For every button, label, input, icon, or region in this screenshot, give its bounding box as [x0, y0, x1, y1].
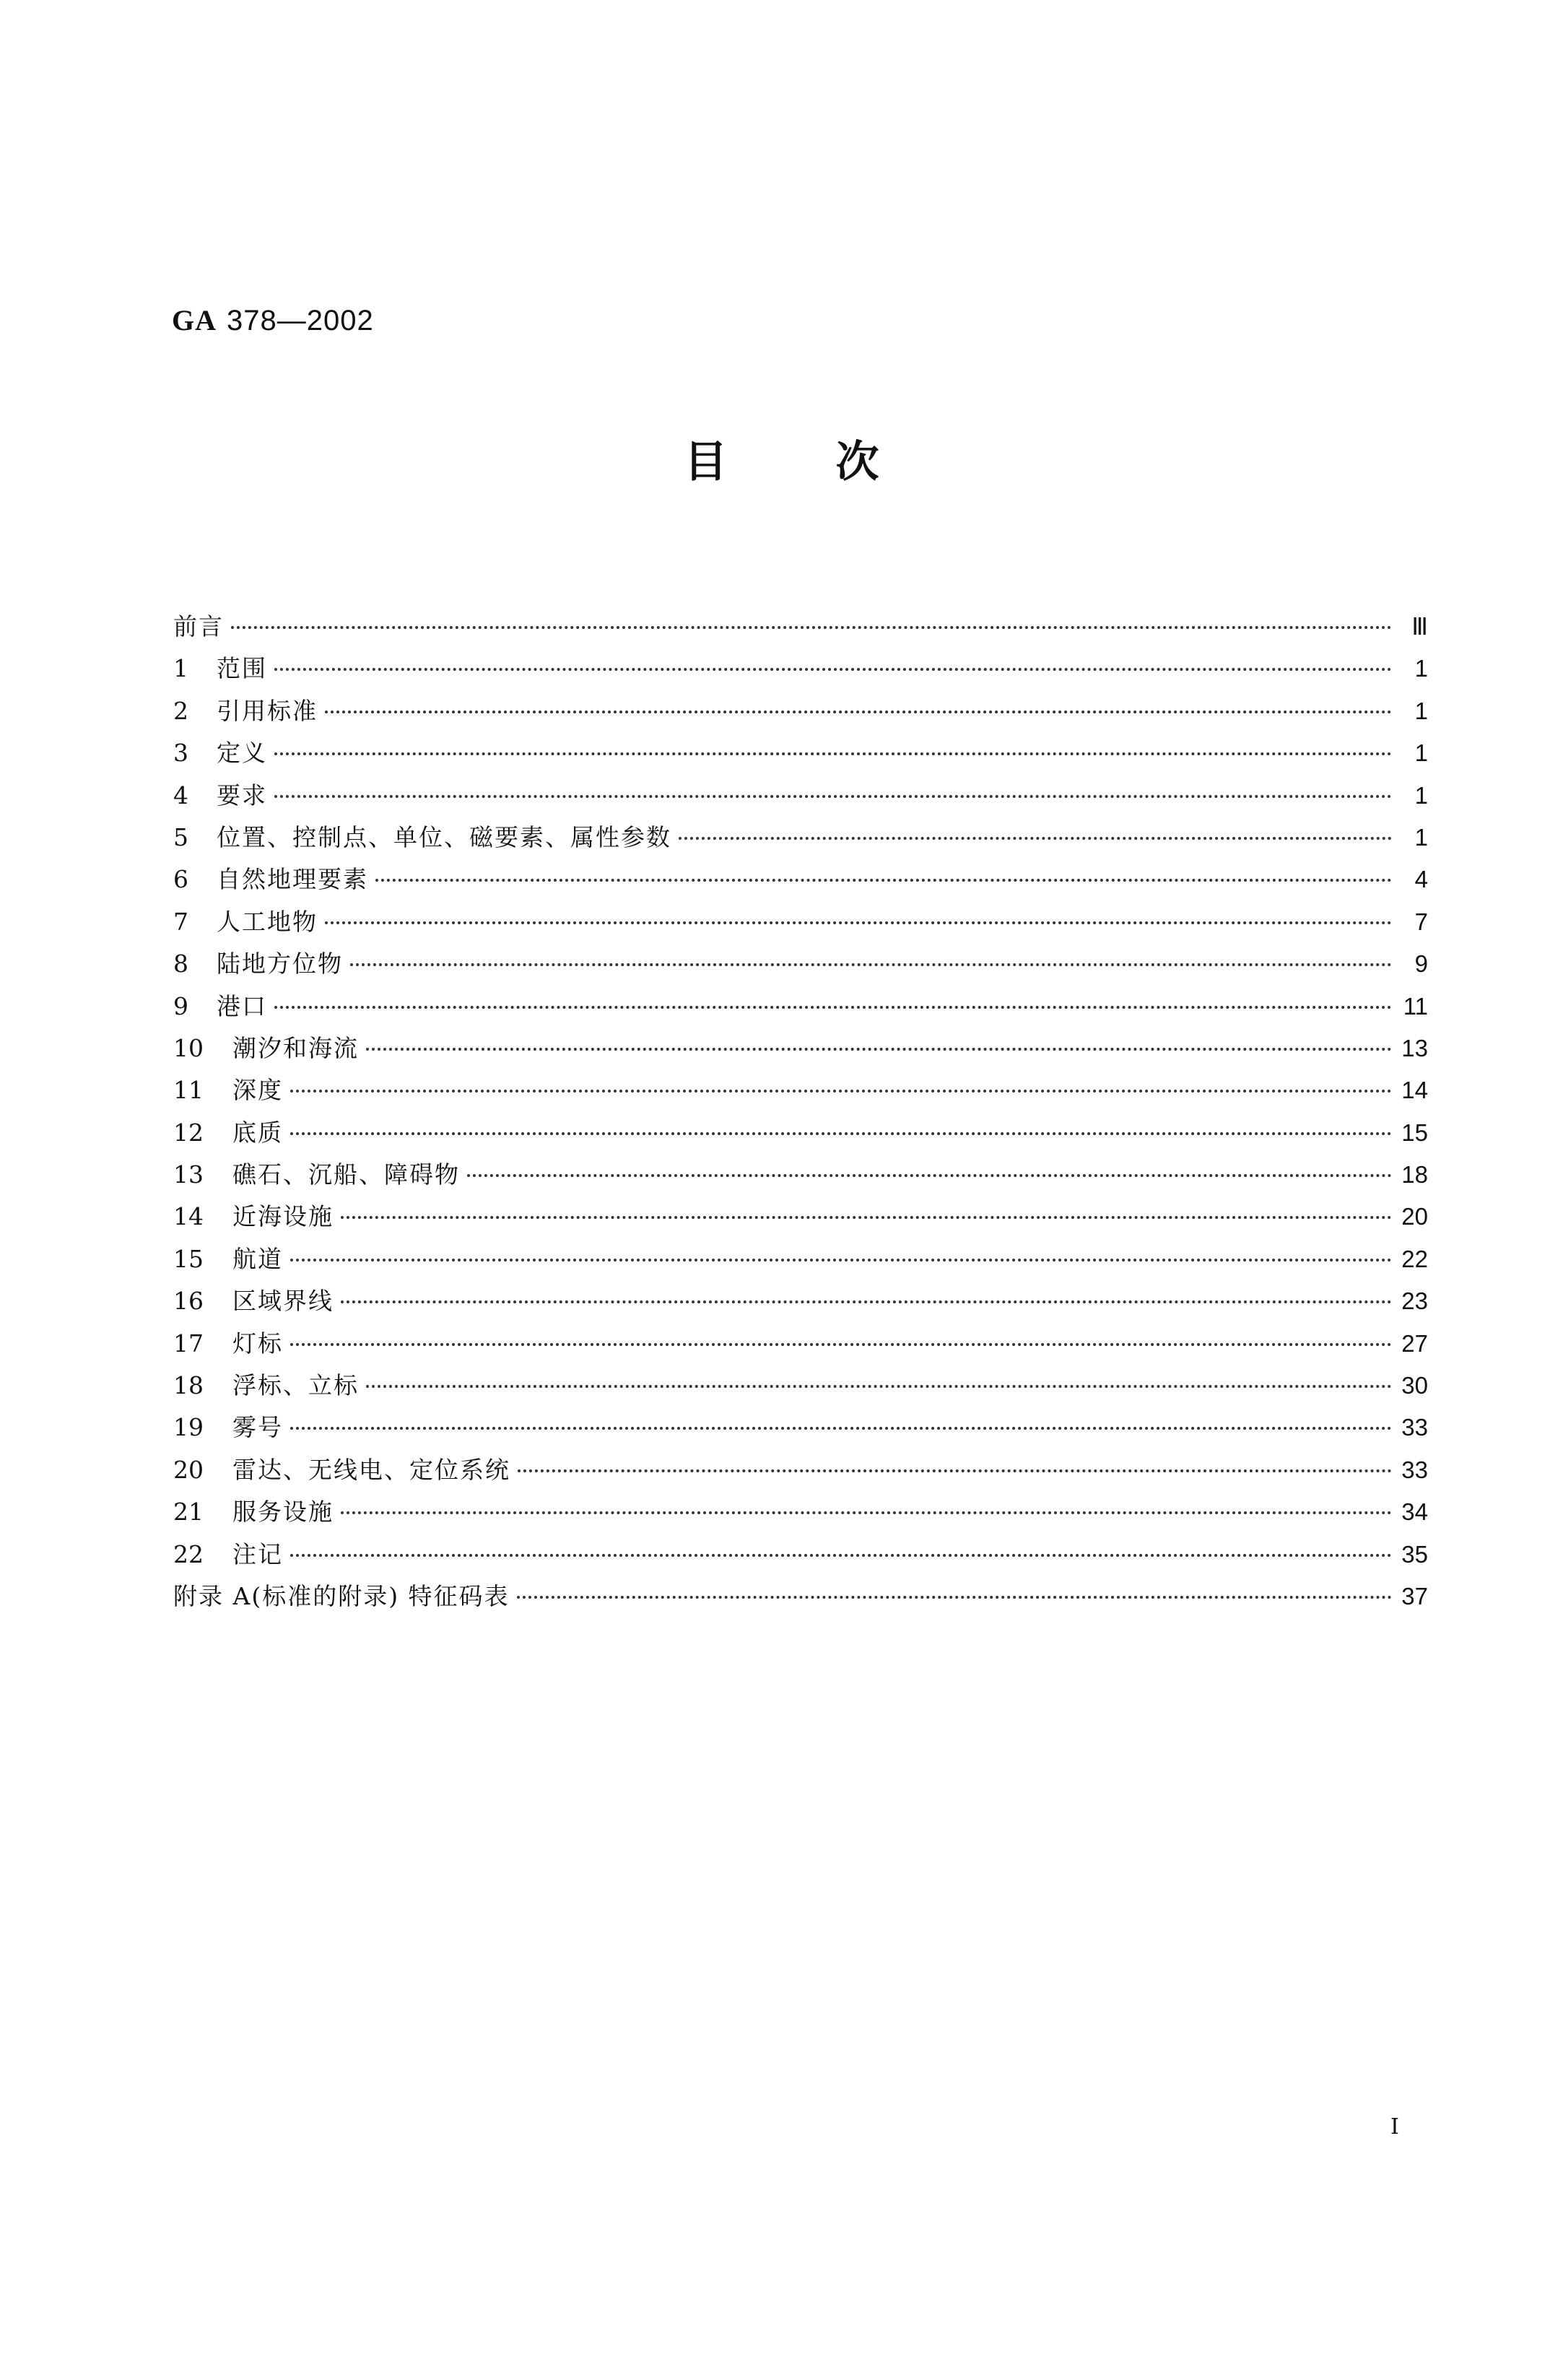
toc-entry-page: 37 — [1401, 1582, 1428, 1610]
toc-leader-dots — [366, 1048, 1392, 1051]
toc-entry-number: 2 — [173, 696, 188, 725]
toc-entry-page: 23 — [1401, 1287, 1428, 1315]
toc-entry-label: 近海设施 — [232, 1202, 334, 1231]
toc-entry-label: 服务设施 — [232, 1498, 334, 1526]
table-of-contents — [173, 608, 1428, 1620]
toc-entry[interactable] — [173, 1114, 1428, 1156]
toc-leader-dots — [290, 1343, 1392, 1346]
toc-entry-number: 19 — [173, 1413, 204, 1442]
toc-entry-label: 浮标、立标 — [232, 1371, 359, 1400]
standard-code-prefix: GA — [172, 304, 217, 336]
toc-entry-number: 12 — [173, 1118, 204, 1147]
standard-code-number: 378—2002 — [227, 305, 374, 336]
toc-entry-label: 灯标 — [232, 1329, 283, 1358]
toc-entry-label: 礁石、沉船、障碍物 — [232, 1160, 460, 1189]
toc-entry-page: 9 — [1414, 950, 1428, 978]
toc-entry-page: 27 — [1401, 1329, 1428, 1357]
toc-leader-dots — [274, 795, 1392, 798]
toc-leader-dots — [274, 668, 1392, 671]
toc-entry-page: 13 — [1401, 1034, 1428, 1061]
toc-entry-page: 11 — [1403, 992, 1428, 1020]
toc-leader-dots — [325, 921, 1392, 924]
toc-entry-page: 1 — [1414, 655, 1428, 682]
toc-leader-dots — [290, 1132, 1392, 1135]
toc-entry[interactable] — [173, 1241, 1428, 1282]
toc-entry-label: 范围 — [217, 654, 267, 683]
toc-entry[interactable] — [173, 1493, 1428, 1535]
toc-leader-dots — [290, 1427, 1392, 1430]
page-title-char-2: 次 — [835, 437, 879, 487]
toc-entry-number: 15 — [173, 1244, 204, 1273]
toc-entry-number: 3 — [173, 739, 188, 768]
toc-entry-number: 22 — [173, 1539, 204, 1568]
toc-entry-page: Ⅲ — [1411, 613, 1428, 640]
toc-entry[interactable] — [173, 650, 1428, 692]
toc-entry[interactable] — [173, 1198, 1428, 1240]
toc-entry-page: 30 — [1401, 1372, 1428, 1399]
toc-entry-number: 5 — [173, 822, 188, 851]
toc-entry-page: 33 — [1401, 1414, 1428, 1441]
toc-entry-number: 17 — [173, 1329, 204, 1358]
toc-entry-label: 要求 — [217, 781, 267, 809]
toc-entry-number: 13 — [173, 1160, 204, 1189]
toc-entry-label: 港口 — [217, 991, 267, 1020]
toc-entry-number: 18 — [173, 1371, 204, 1400]
toc-entry-label: 位置、控制点、单位、磁要素、属性参数 — [217, 822, 671, 851]
page-title — [0, 427, 1563, 490]
toc-entry-page: 15 — [1401, 1119, 1428, 1146]
toc-entry-label: 区域界线 — [232, 1287, 334, 1316]
toc-leader-dots — [341, 1511, 1392, 1514]
toc-entry-number: 7 — [173, 907, 188, 936]
toc-entry-page: 35 — [1401, 1540, 1428, 1568]
toc-entry-page: 22 — [1401, 1245, 1428, 1272]
toc-entry-label: 潮汐和海流 — [232, 1033, 359, 1062]
toc-leader-dots — [341, 1300, 1392, 1303]
toc-entry-number: 16 — [173, 1287, 204, 1316]
toc-entry-number: 21 — [173, 1498, 204, 1526]
toc-entry-label: 自然地理要素 — [217, 865, 368, 894]
toc-entry-number: 10 — [173, 1033, 204, 1062]
toc-entry-page: 33 — [1401, 1456, 1428, 1483]
toc-leader-dots — [290, 1554, 1392, 1557]
toc-leader-dots — [366, 1385, 1392, 1388]
toc-entry-label: 定义 — [217, 739, 267, 768]
toc-entry-page: 1 — [1414, 781, 1428, 809]
toc-entry[interactable] — [173, 734, 1428, 776]
toc-leader-dots — [375, 879, 1392, 882]
toc-entry[interactable] — [173, 1325, 1428, 1367]
toc-entry-label: 航道 — [232, 1244, 283, 1273]
toc-entry-label: 雾号 — [232, 1413, 283, 1442]
toc-entry-label: 前言 — [173, 612, 224, 640]
toc-leader-dots — [350, 963, 1392, 966]
toc-entry-label: 引用标准 — [217, 696, 318, 725]
toc-entry-page: 18 — [1401, 1161, 1428, 1189]
toc-entry-label: 附录 A(标准的附录) 特征码表 — [173, 1581, 510, 1610]
toc-entry-number: 14 — [173, 1202, 204, 1231]
toc-leader-dots — [325, 711, 1392, 713]
toc-entry-label: 底质 — [232, 1118, 283, 1147]
toc-leader-dots — [341, 1216, 1392, 1219]
toc-leader-dots — [231, 626, 1392, 629]
toc-entry[interactable] — [173, 1578, 1428, 1620]
toc-entry[interactable] — [173, 1072, 1428, 1113]
page-title-char-1: 目 — [684, 437, 728, 487]
toc-entry-number: 4 — [173, 781, 188, 809]
toc-leader-dots — [274, 1006, 1392, 1009]
page-number: I — [1390, 2114, 1399, 2140]
toc-entry[interactable] — [173, 945, 1428, 987]
toc-entry-number: 11 — [173, 1076, 204, 1105]
toc-entry-page: 14 — [1401, 1077, 1428, 1104]
toc-entry[interactable] — [173, 692, 1428, 734]
toc-entry[interactable] — [173, 1409, 1428, 1451]
toc-entry[interactable] — [173, 1367, 1428, 1409]
toc-entry-page: 1 — [1414, 697, 1428, 724]
toc-entry-page: 20 — [1401, 1203, 1428, 1230]
toc-entry[interactable] — [173, 819, 1428, 861]
toc-entry[interactable] — [173, 1030, 1428, 1072]
toc-leader-dots — [290, 1259, 1392, 1261]
toc-entry[interactable] — [173, 861, 1428, 903]
standard-code — [172, 303, 374, 337]
toc-entry-page: 1 — [1414, 739, 1428, 767]
toc-entry[interactable] — [173, 1536, 1428, 1578]
toc-entry-label: 人工地物 — [217, 907, 318, 936]
toc-entry-number: 1 — [173, 654, 188, 683]
toc-entry-number: 6 — [173, 865, 188, 894]
toc-entry-number: 9 — [173, 991, 188, 1020]
toc-entry-page: 34 — [1401, 1498, 1428, 1526]
toc-entry-page: 1 — [1414, 823, 1428, 851]
toc-entry-number: 8 — [173, 950, 188, 978]
toc-leader-dots — [679, 837, 1392, 840]
toc-entry-number: 20 — [173, 1455, 204, 1484]
toc-leader-dots — [290, 1090, 1392, 1093]
toc-entry[interactable] — [173, 608, 1428, 650]
toc-entry-label: 注记 — [232, 1539, 283, 1568]
toc-entry[interactable] — [173, 988, 1428, 1030]
toc-entry[interactable] — [173, 1282, 1428, 1324]
toc-entry-label: 深度 — [232, 1076, 283, 1105]
toc-entry[interactable] — [173, 903, 1428, 945]
toc-entry[interactable] — [173, 777, 1428, 819]
toc-entry-page: 4 — [1414, 866, 1428, 893]
toc-entry-label: 雷达、无线电、定位系统 — [232, 1455, 510, 1484]
toc-entry-label: 陆地方位物 — [217, 950, 343, 978]
toc-entry[interactable] — [173, 1451, 1428, 1493]
toc-entry[interactable] — [173, 1156, 1428, 1198]
toc-leader-dots — [467, 1174, 1392, 1177]
toc-leader-dots — [274, 752, 1392, 755]
toc-entry-page: 7 — [1414, 908, 1428, 935]
toc-leader-dots — [517, 1596, 1392, 1599]
toc-leader-dots — [518, 1469, 1392, 1472]
